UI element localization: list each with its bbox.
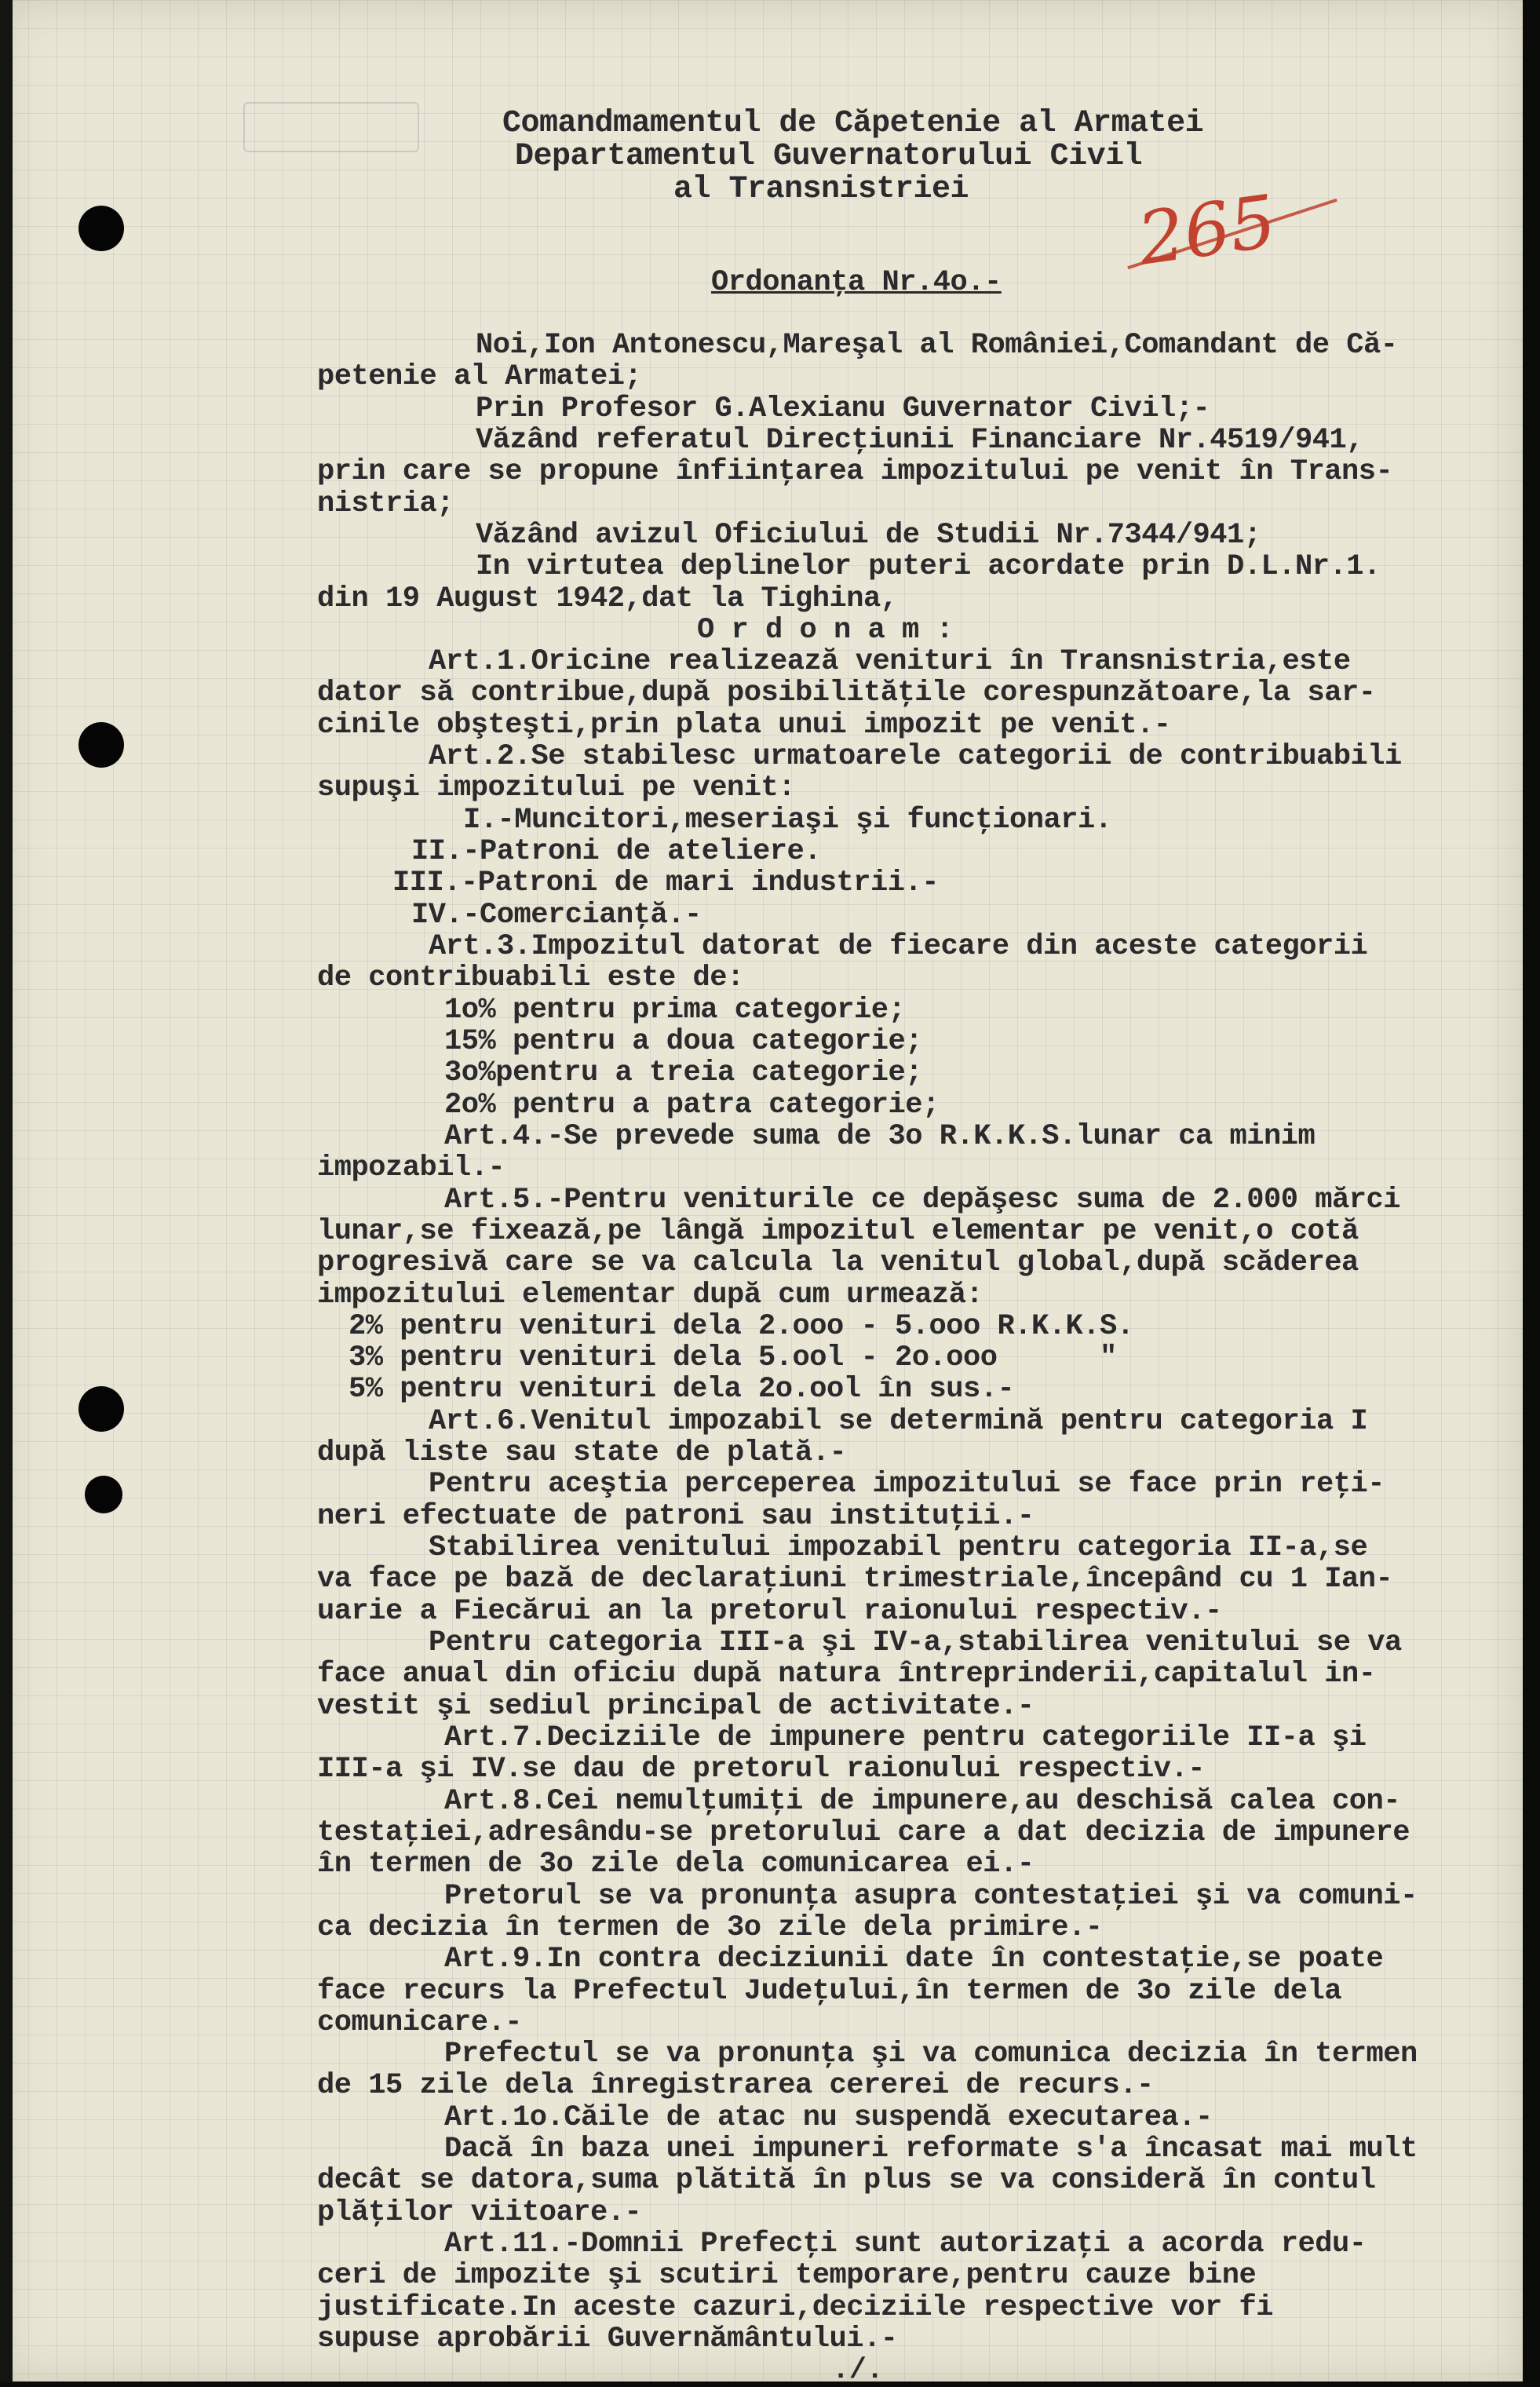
body-line: după liste sau state de plată.-	[317, 1436, 847, 1469]
body-line: II.-Patroni de ateliere.	[411, 835, 822, 868]
body-line: face recurs la Prefectul Judeţului,în termen de 3o zile dela	[317, 1975, 1342, 2008]
scan-edge	[0, 0, 13, 2382]
body-line: Art.9.In contra deciziunii date în contestaţie,se poate	[444, 1943, 1384, 1976]
punch-hole	[78, 722, 124, 768]
ordonam-heading: O r d o n a m :	[697, 614, 954, 647]
body-line: ca decizia în termen de 3o zile dela primire.-	[317, 1911, 1103, 1944]
body-line: prin care se propune înfiinţarea impozitului pe venit în Trans-	[317, 455, 1393, 488]
body-line: Art.11.-Domnii Prefecţi sunt autorizaţi a acorda redu-	[444, 2228, 1367, 2261]
body-line: nistria;	[317, 487, 454, 520]
body-line: Pentru aceştia perceperea impozitului se face prin reţi-	[429, 1468, 1385, 1501]
body-line: I.-Muncitori,meseriaşi şi funcţionari.	[463, 804, 1112, 837]
body-line: Văzând avizul Oficiului de Studii Nr.7344/941;	[476, 519, 1261, 552]
page-marker: ./.	[832, 2354, 884, 2387]
body-line: In virtutea deplinelor puteri acordate prin D.L.Nr.1.	[476, 550, 1381, 583]
body-line: ceri de impozite şi scutiri temporare,pentru cauze bine	[317, 2259, 1257, 2292]
body-line: 3o%pentru a treia categorie;	[444, 1057, 923, 1089]
body-line: Art.4.-Se prevede suma de 3o R.K.K.S.lunar ca minim	[444, 1120, 1316, 1153]
body-line: 15% pentru a doua categorie;	[444, 1025, 923, 1058]
body-line: Pretorul se va pronunţa asupra contestaţiei şi va comuni-	[444, 1880, 1418, 1913]
body-line: Art.6.Venitul impozabil se determină pentru categoria I	[429, 1405, 1368, 1438]
body-line: III-a şi IV.se dau de pretorul raionului respectiv.-	[317, 1753, 1206, 1786]
punch-hole	[85, 1476, 122, 1513]
punch-hole	[78, 1386, 124, 1432]
body-line: impozabil.-	[317, 1152, 505, 1184]
body-line: Art.2.Se stabilesc urmatoarele categorii de contribuabili	[429, 740, 1402, 773]
body-line: Stabilirea venitului impozabil pentru categoria II-a,se	[429, 1531, 1368, 1564]
body-line: de contribuabili este de:	[317, 962, 744, 995]
body-line: decât se datora,suma plătită în plus se va consideră în contul	[317, 2164, 1376, 2197]
body-line: de 15 zile dela înregistrarea cererei de recurs.-	[317, 2069, 1154, 2102]
body-line: 3% pentru venituri dela 5.ool - 2o.ooo "	[349, 1341, 1117, 1374]
body-line: Art.5.-Pentru veniturile ce depăşesc suma de 2.000 mărci	[444, 1184, 1401, 1217]
body-line: face anual din oficiu după natura întreprinderii,capitalul in-	[317, 1658, 1376, 1691]
punch-hole	[78, 206, 124, 251]
body-line: IV.-Comercianţă.-	[411, 899, 702, 932]
body-line: justificate.In aceste cazuri,deciziile respective vor fi	[317, 2291, 1274, 2324]
body-line: Pentru categoria III-a şi IV-a,stabilirea venitului se va	[429, 1626, 1402, 1659]
body-line: 2o% pentru a patra categorie;	[444, 1089, 940, 1122]
body-line: impozitului elementar după cum urmează:	[317, 1279, 983, 1312]
body-line: uarie a Fiecărui an la pretorul raionului respectiv.-	[317, 1595, 1222, 1628]
body-line: 5% pentru venituri dela 2o.ool în sus.-	[349, 1373, 1015, 1406]
body-line: supuşi impozitului pe venit:	[317, 772, 796, 805]
body-line: testaţiei,adresându-se pretorului care a dat decizia de impunere	[317, 1816, 1410, 1849]
body-line: Prin Profesor G.Alexianu Guvernator Civil;-	[476, 392, 1210, 425]
header-line-1: Comandmamentul de Căpetenie al Armatei	[502, 106, 1204, 141]
body-line: plăţilor viitoare.-	[317, 2196, 642, 2229]
body-line: neri efectuate de patroni sau instituţii.-	[317, 1500, 1035, 1533]
body-line: Art.1.Oricine realizează venituri în Transnistria,este	[429, 645, 1351, 678]
body-line: petenie al Armatei;	[317, 360, 642, 393]
header-line-2: Departamentul Guvernatorului Civil	[515, 139, 1143, 174]
body-line: vestit şi sediul principal de activitate.-	[317, 1690, 1035, 1723]
body-line: Art.1o.Căile de atac nu suspendă executarea.-	[444, 2101, 1213, 2134]
body-line: Noi,Ion Antonescu,Mareşal al României,Comandant de Că-	[476, 329, 1398, 362]
header-line-3: al Transnistriei	[673, 172, 969, 207]
body-line: cinile obşteşti,prin plata unui impozit pe venit.-	[317, 709, 1171, 742]
body-line: Art.7.Deciziile de impunere pentru categoriile II-a şi	[444, 1721, 1367, 1754]
body-line: Art.3.Impozitul datorat de fiecare din aceste categorii	[429, 930, 1368, 963]
body-line: va face pe bază de declaraţiuni trimestriale,începând cu 1 Ian-	[317, 1563, 1393, 1596]
body-line: comunicare.-	[317, 2006, 523, 2039]
document-title: Ordonanţa Nr.4o.-	[711, 266, 1002, 299]
body-line: 1o% pentru prima categorie;	[444, 994, 906, 1027]
body-line: din 19 August 1942,dat la Tighina,	[317, 582, 898, 615]
registry-number: 265	[1133, 179, 1282, 282]
body-line: Văzând referatul Direcţiunii Financiare Nr.4519/941,	[476, 424, 1364, 457]
body-line: progresivă care se va calcula la venitul global,după scăderea	[317, 1246, 1359, 1279]
body-line: 2% pentru venituri dela 2.ooo - 5.ooo R.K.K.S.	[349, 1310, 1134, 1343]
body-line: dator să contribue,după posibilităţile corespunzătoare,la sar-	[317, 677, 1376, 710]
body-line: lunar,se fixează,pe lângă impozitul elementar pe venit,o cotă	[317, 1215, 1359, 1248]
body-line: Prefectul se va pronunţa şi va comunica decizia în termen	[444, 2038, 1418, 2071]
body-line: III.-Patroni de mari industrii.-	[392, 867, 940, 900]
body-line: în termen de 3o zile dela comunicarea ei.-	[317, 1848, 1035, 1881]
body-line: Art.8.Cei nemulţumiţi de impunere,au deschisă calea con-	[444, 1785, 1401, 1818]
body-line: supuse aprobării Guvernământului.-	[317, 2323, 898, 2356]
body-line: Dacă în baza unei impuneri reformate s'a încasat mai mult	[444, 2133, 1418, 2166]
